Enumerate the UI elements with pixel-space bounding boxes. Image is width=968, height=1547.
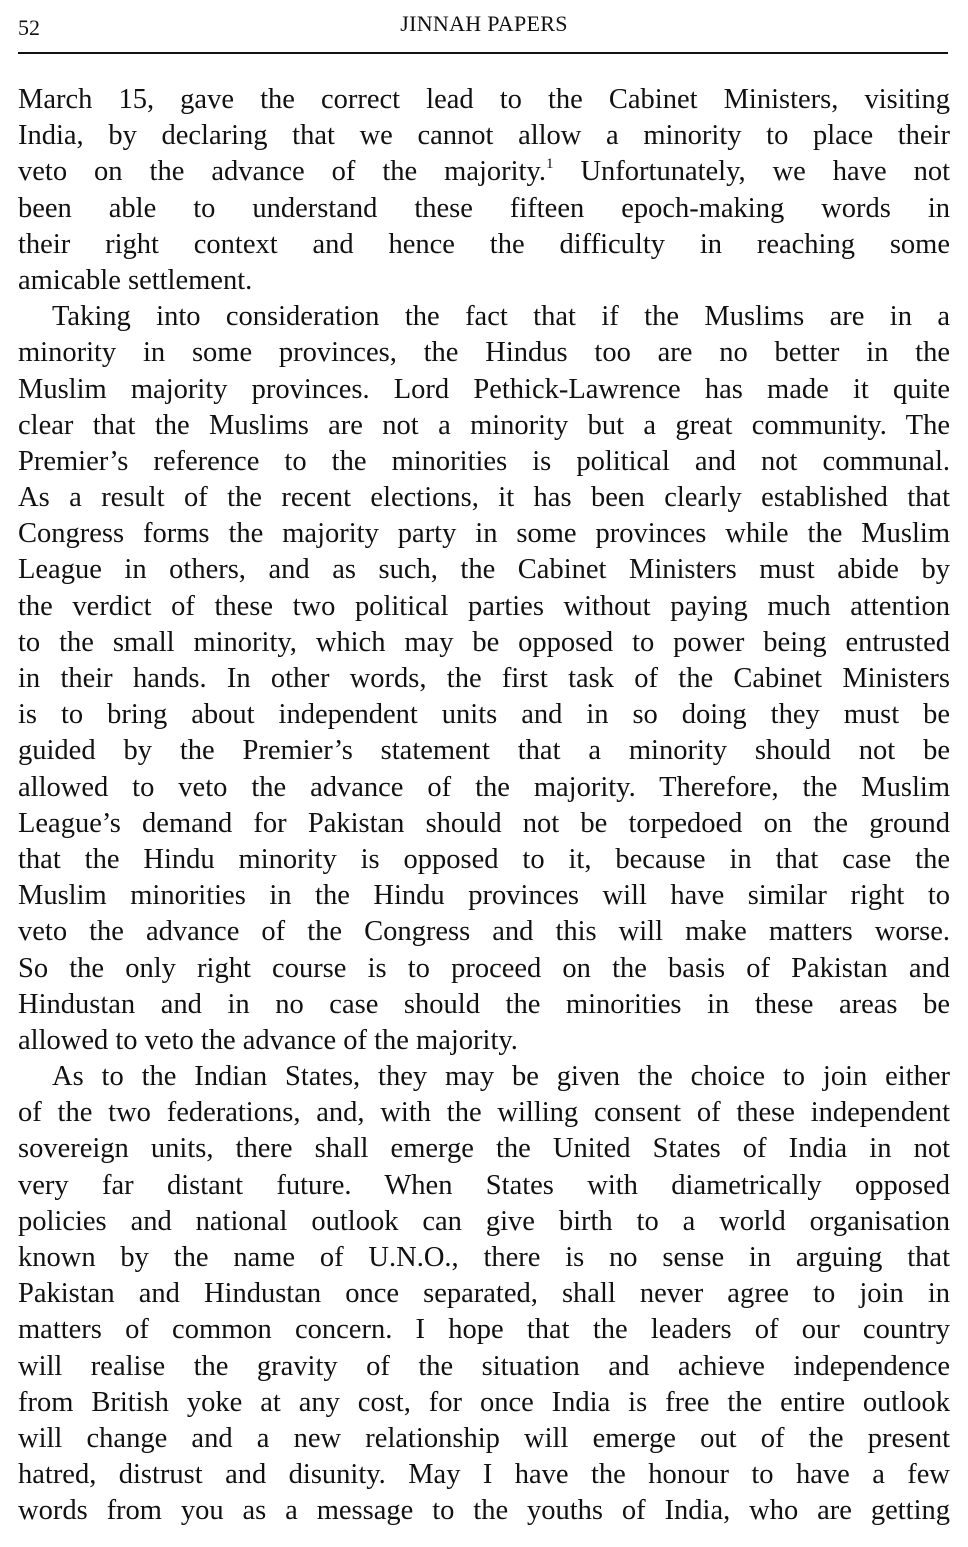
text-line: clear that the Muslims are not a minority but a great community. The — [18, 409, 950, 441]
footnote-marker: 1 — [546, 156, 554, 173]
header-rule — [18, 52, 948, 54]
text-line: to the small minority, which may be opposed to power being entrusted — [18, 626, 950, 658]
text-line: hatred, distrust and disunity. May I have the honour to have a few — [18, 1459, 950, 1491]
text-line: amicable settlement. — [18, 264, 253, 296]
text-line: that the Hindu minority is opposed to it, because in that case the — [18, 843, 950, 875]
text-line: League in others, and as such, the Cabinet Ministers must abide by — [18, 554, 950, 586]
text-segment: veto on the advance of the majority. — [18, 156, 546, 188]
text-line: Hindustan and in no case should the minorities in these areas be — [18, 988, 950, 1020]
text-line: will change and a new relationship will emerge out of the present — [18, 1422, 950, 1454]
text-line: policies and national outlook can give birth to a world organisation — [18, 1205, 950, 1237]
text-line: India, by declaring that we cannot allow a minority to place their — [18, 120, 950, 152]
text-line: allowed to veto the advance of the majority. — [18, 1024, 518, 1056]
paragraph-3 — [18, 1059, 950, 1529]
text-line: Muslim minorities in the Hindu provinces will have similar right to — [18, 880, 950, 912]
text-line: sovereign units, there shall emerge the United States of India in not — [18, 1133, 950, 1165]
text-line: March 15, gave the correct lead to the Cabinet Ministers, visiting — [18, 84, 950, 115]
text-line: allowed to veto the advance of the majority. Therefore, the Muslim — [18, 771, 950, 803]
text-line: their right context and hence the difficulty in reaching some — [18, 228, 950, 260]
text-line: words from you as a message to the youths of India, who are getting — [18, 1495, 950, 1527]
text-line: known by the name of U.N.O., there is no sense in arguing that — [18, 1242, 950, 1273]
page-number: 52 — [18, 15, 40, 40]
text-line: Congress forms the majority party in some provinces while the Muslim — [18, 518, 950, 550]
paragraph-1 — [18, 82, 950, 299]
text-line: matters of common concern. I hope that the leaders of our country — [18, 1314, 950, 1346]
text-line: As to the Indian States, they may be given the choice to join either — [52, 1061, 950, 1093]
text-line: in their hands. In other words, the first task of the Cabinet Ministers — [18, 663, 950, 694]
text-line: Premier’s reference to the minorities is political and not communal. — [18, 445, 950, 477]
text-line: been able to understand these fifteen epoch-making words in — [18, 192, 950, 224]
text-line: veto the advance of the Congress and this will make matters worse. — [18, 916, 950, 948]
text-line: So the only right course is to proceed on the basis of Pakistan and — [18, 952, 950, 984]
text-line: League’s demand for Pakistan should not be torpedoed on the ground — [18, 807, 950, 839]
text-line: will realise the gravity of the situation and achieve independence — [18, 1350, 950, 1382]
text-segment: Unfortunately, we have not — [553, 156, 950, 188]
paragraph-2 — [18, 299, 950, 1059]
text-line: of the two federations, and, with the willing consent of these independent — [18, 1097, 950, 1129]
text-line: As a result of the recent elections, it has been clearly established that — [18, 482, 950, 514]
text-line: is to bring about independent units and in so doing they must be — [18, 699, 950, 731]
running-head: JINNAH PAPERS — [400, 11, 568, 36]
body-text — [18, 82, 950, 1530]
text-line: minority in some provinces, the Hindus too are no better in the — [18, 337, 950, 369]
text-line: guided by the Premier’s statement that a minority should not be — [18, 735, 950, 767]
text-line: Muslim majority provinces. Lord Pethick-Lawrence has made it quite — [18, 373, 950, 405]
text-line: from British yoke at any cost, for once India is free the entire outlook — [18, 1386, 950, 1418]
text-line: Taking into consideration the fact that if the Muslims are in a — [52, 301, 950, 333]
text-line: very far distant future. When States with diametrically opposed — [18, 1169, 950, 1201]
text-line: the verdict of these two political parties without paying much attention — [18, 590, 950, 622]
text-line — [18, 154, 950, 190]
text-line: Pakistan and Hindustan once separated, shall never agree to join in — [18, 1278, 950, 1310]
page-header — [0, 0, 968, 60]
